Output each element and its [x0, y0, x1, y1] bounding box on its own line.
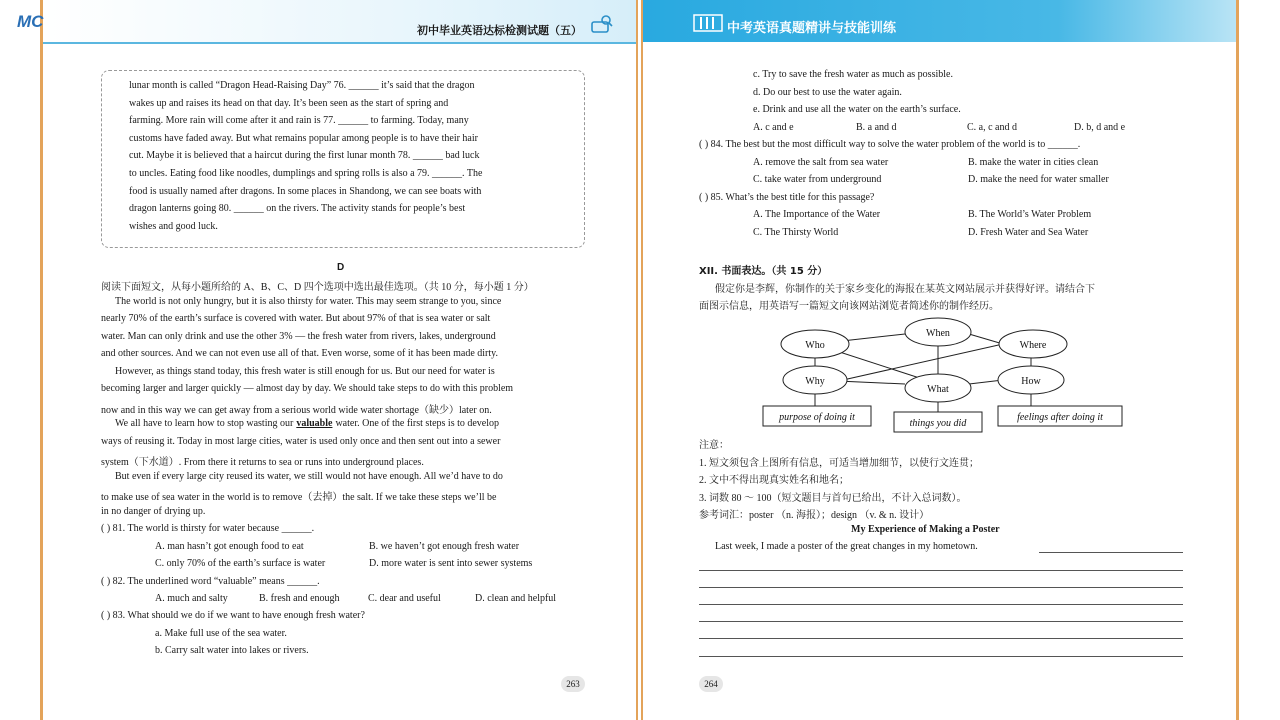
writing-line[interactable]: [699, 656, 1183, 657]
passage-d-text: water. One of the first steps is to develop: [335, 418, 500, 429]
passage-d-line: But even if every large city reused its water, we still would not have enough. All we’d have to do: [115, 471, 503, 482]
q83-choice-a: a. Make full use of the sea water.: [155, 628, 287, 639]
q84-option-c: C. take water from underground: [753, 174, 882, 185]
who-label: Who: [805, 340, 825, 351]
passage-d-line: now and in this way we can get away from a serious world wide water shortage（缺少）later on.: [101, 405, 492, 416]
passage-c-line: cut. Maybe it is believed that a haircut during the first lunar month 78. ______ bad luck: [129, 150, 480, 162]
passage-d-line: becoming larger and larger quickly — almost day by day. We should take steps to do with this problem: [101, 383, 514, 394]
vocab-hint: 参考词汇：poster （n. 海报）；design （v. & n. 设计）: [699, 510, 930, 521]
q83-choice-e: e. Drink and use all the water on the earth’s surface.: [753, 104, 961, 115]
passage-d-line: system（下水道）. From there it returns to sea or runs into underground places.: [101, 457, 424, 468]
note-2: 2. 文中不得出现真实姓名和地名；: [699, 475, 849, 486]
passage-d-line: water. Man can only drink and use the other 3% — the fresh water from rivers, lakes, underground: [101, 331, 496, 342]
underlined-word-valuable: valuable: [296, 418, 333, 429]
notes-title: 注意：: [699, 440, 729, 451]
writing-line[interactable]: [1039, 552, 1183, 553]
q85-stem: ( ) 85. What’s the best title for this passage?: [699, 192, 875, 203]
writing-prompt-line-1: 假定你是李辉，你制作的关于家乡变化的海报在某英文网站展示并获得好评。请结合下: [715, 284, 1095, 295]
book-search-icon: [590, 14, 614, 36]
right-page: [641, 0, 1239, 720]
passage-c-line: lunar month is called “Dragon Head-Raising Day” 76. ______ it’s said that the dragon: [129, 80, 475, 91]
q84-option-d: D. make the need for water smaller: [968, 174, 1109, 185]
what-label: What: [927, 384, 949, 395]
q81-option-d: D. more water is sent into sewer systems: [369, 558, 533, 569]
left-header: [17, 0, 636, 44]
q83-option-c: C. a, c and d: [967, 122, 1017, 133]
note-3: 3. 词数 80 ～ 100（短文题目与首句已给出，不计入总词数）。: [699, 493, 967, 504]
q83-option-a: A. c and e: [753, 122, 794, 133]
book-shelf-icon: [693, 14, 723, 32]
passage-d-line: The world is not only hungry, but it is also thirsty for water. This may seem strange to you, since: [115, 296, 502, 307]
writing-line[interactable]: [699, 570, 1183, 571]
writing-line[interactable]: [699, 621, 1183, 622]
q81-option-c: C. only 70% of the earth’s surface is water: [155, 558, 326, 569]
page-number-264: 264: [699, 676, 723, 692]
passage-c-line: farming. More rain will come after it and rain is 77. ______ to farming. Today, many: [129, 115, 469, 127]
section-d-label: D: [337, 262, 345, 273]
q85-option-b: B. The World’s Water Problem: [968, 209, 1092, 220]
q82-stem: ( ) 82. The underlined word “valuable” means ______.: [101, 576, 320, 587]
q83-choice-d: d. Do our best to use the water again.: [753, 87, 902, 98]
passage-d-line: and other sources. And we can not even use all of that. Even worse, some of it has been made dirty.: [101, 348, 499, 359]
q84-option-a: A. remove the salt from sea water: [753, 157, 889, 168]
section-d-instruction: 阅读下面短文，从每小题所给的 A、B、C、D 四个选项中选出最佳选项。（共 10 分，每小题 1 分）: [101, 282, 534, 293]
q82-option-d: D. clean and helpful: [475, 593, 557, 604]
right-header: [643, 0, 1236, 42]
passage-c-line: food is usually named after dragons. In some places in Shandong, we can see boats with: [129, 185, 482, 197]
passage-c-line: wishes and good luck.: [129, 220, 218, 232]
mind-map-diagram: [753, 314, 1143, 434]
q84-stem: ( ) 84. The best but the most difficult way to solve the water problem of the world is to ______.: [699, 139, 1081, 150]
q83-stem: ( ) 83. What should we do if we want to have enough fresh water?: [101, 610, 365, 621]
note-1: 1. 短文须包含上图所有信息，可适当增加细节，以使行文连贯；: [699, 458, 979, 469]
essay-title: My Experience of Making a Poster: [851, 524, 1000, 535]
q82-option-c: C. dear and useful: [368, 593, 441, 604]
q85-option-c: C. The Thirsty World: [753, 227, 839, 238]
page-number-263: 263: [561, 676, 585, 692]
passage-d-line: in no danger of drying up.: [101, 506, 206, 517]
passage-c-line: customs have faded away. But what remains popular among people is to have their hair: [129, 132, 478, 144]
right-header-title: 中考英语真题精讲与技能训练: [727, 21, 897, 36]
writing-line[interactable]: [699, 638, 1183, 639]
q85-option-a: A. The Importance of the Water: [753, 209, 881, 220]
passage-d-line: [115, 418, 499, 429]
passage-d-text: We all have to learn how to stop wasting our: [115, 418, 294, 429]
q81-option-b: B. we haven’t got enough fresh water: [369, 541, 520, 552]
things-label: things you did: [909, 418, 967, 429]
q84-option-b: B. make the water in cities clean: [968, 157, 1099, 168]
q82-option-b: B. fresh and enough: [259, 593, 340, 604]
when-label: When: [926, 328, 950, 339]
left-page: [17, 0, 638, 720]
why-label: Why: [805, 376, 825, 387]
q81-stem: ( ) 81. The world is thirsty for water because ______.: [101, 523, 315, 534]
purpose-label: purpose of doing it: [779, 412, 855, 423]
q85-option-d: D. Fresh Water and Sea Water: [968, 227, 1089, 238]
q83-option-d: D. b, d and e: [1074, 122, 1126, 133]
writing-prompt-line-2: 面图示信息，用英语写一篇短文向该网站浏览者简述你的制作经历。: [699, 301, 999, 312]
feelings-label: feelings after doing it: [1017, 412, 1103, 423]
q83-choice-c: c. Try to save the fresh water as much as possible.: [753, 69, 953, 80]
q83-option-b: B. a and d: [856, 122, 897, 133]
q82-option-a: A. much and salty: [155, 593, 228, 604]
publisher-logo: MC: [17, 12, 44, 31]
how-label: How: [1021, 376, 1041, 387]
where-label: Where: [1019, 340, 1047, 351]
writing-line[interactable]: [699, 587, 1183, 588]
passage-d-line: nearly 70% of the earth’s surface is covered with water. But about 97% of that is sea water or salt: [101, 313, 491, 324]
passage-d-line: to make use of sea water in the world is to remove（去掉）the salt. If we take these steps we’ll be: [101, 492, 497, 503]
q81-option-a: A. man hasn’t got enough food to eat: [155, 541, 304, 552]
writing-line[interactable]: [699, 604, 1183, 605]
passage-c-line: wakes up and raises its head on that day. It’s been seen as the start of spring and: [129, 97, 449, 109]
q83-choice-b: b. Carry salt water into lakes or rivers.: [155, 645, 309, 656]
left-header-title: 初中毕业英语达标检测试题（五）: [417, 25, 582, 37]
passage-c-line: dragon lanterns going 80. ______ on the rivers. The activity stands for people’s best: [129, 203, 466, 215]
passage-d-line: ways of reusing it. Today in most large cities, water is used only once and then sent out into a sewer: [101, 436, 501, 447]
passage-c-line: to uncles. Eating food like noodles, dumplings and spring rolls is also a 79. ______. The: [129, 168, 483, 179]
passage-d-line: However, as things stand today, this fresh water is still enough for us. But our need for water is: [115, 366, 495, 377]
essay-start: Last week, I made a poster of the great changes in my hometown.: [715, 541, 978, 552]
section-xii-title: XII. 书面表达。（共 15 分）: [699, 266, 828, 277]
